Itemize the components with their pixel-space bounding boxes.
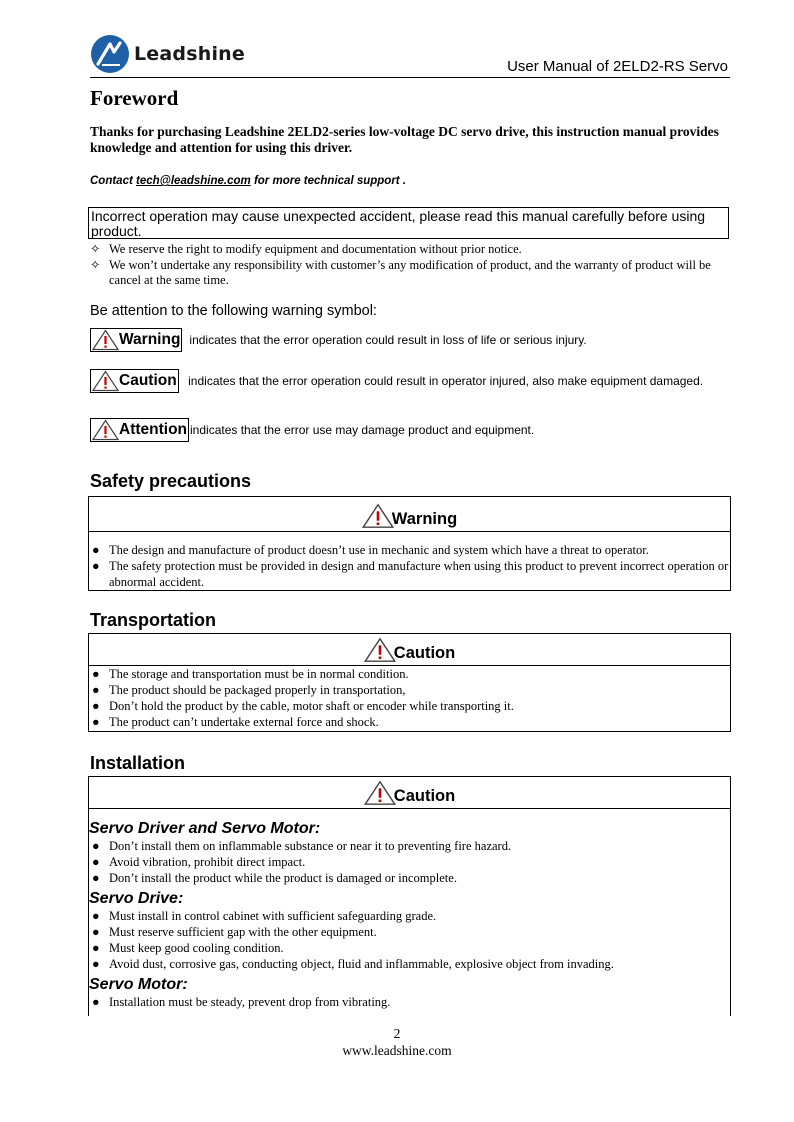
bullet-icon: ●: [92, 559, 100, 573]
transportation-caution-box: [88, 633, 731, 732]
caution-symbol-row: [90, 369, 730, 393]
warning-triangle-icon: [92, 370, 119, 392]
warning-triangle-icon: [364, 780, 396, 806]
intro-paragraph: Thanks for purchasing Leadshine 2ELD2-series low-voltage DC servo drive, this instruction manual provides knowledge and attention for using this driver.: [90, 124, 719, 155]
box-header: [89, 634, 730, 666]
install-list-driver-motor: [89, 838, 730, 886]
bullet-icon: ●: [92, 995, 100, 1009]
list-item: ● The product should be packaged properly in transportation,: [92, 683, 406, 697]
contact-suffix: for more technical support .: [250, 175, 407, 187]
manual-title: User Manual of 2ELD2-RS Servo: [507, 58, 728, 75]
list-item: ● Don’t install them on inflammable substance or near it to preventing fire hazard.: [92, 839, 512, 853]
bullet-icon: ●: [92, 909, 100, 923]
box-label: Caution: [393, 644, 456, 662]
notice-box: Incorrect operation may cause unexpected accident, please read this manual carefully before using product.: [88, 207, 729, 239]
bullet-icon: ●: [92, 683, 100, 697]
diamond-bullet-icon: ✧: [90, 242, 101, 256]
list-item: ● The product can’t undertake external force and shock.: [92, 715, 379, 729]
box-header: [89, 497, 730, 532]
box-header: [89, 777, 730, 809]
list-item: ● The safety protection must be provided in design and manufacture when using this product to prevent incorrect operation or abnormal accident.: [92, 559, 729, 589]
bullet-icon: ●: [92, 543, 100, 557]
symbol-intro: Be attention to the following warning symbol:: [90, 303, 377, 319]
attention-symbol-row: [90, 418, 534, 442]
warning-triangle-icon: [92, 419, 119, 441]
bullet-icon: ●: [92, 957, 100, 971]
bullet-icon: ●: [92, 855, 100, 869]
list-item: ● The storage and transportation must be in normal condition.: [92, 667, 409, 681]
bullet-icon: ●: [92, 699, 100, 713]
box-label: Warning: [391, 510, 458, 528]
attention-symbol: Attention: [90, 418, 189, 442]
contact-email-link[interactable]: tech@leadshine.com: [136, 175, 251, 187]
header-divider: [90, 77, 730, 78]
install-list-servo-motor: [89, 994, 730, 1010]
page-number: 2: [393, 1026, 401, 1041]
bullet-icon: ●: [92, 925, 100, 939]
bullet-icon: ●: [92, 871, 100, 885]
footer-url: www.leadshine.com: [342, 1043, 452, 1058]
section-title-installation: Installation: [90, 753, 186, 773]
install-list-servo-drive: [89, 908, 730, 972]
caution-description: indicates that the error operation could result in operator injured, also make equipment damaged.: [188, 374, 704, 389]
notes-list: [90, 242, 730, 289]
bullet-icon: ●: [92, 839, 100, 853]
subhead-servo-drive: Servo Drive:: [89, 890, 184, 907]
warning-description: indicates that the error operation could result in loss of life or serious injury.: [189, 333, 587, 347]
subhead-driver-and-motor: Servo Driver and Servo Motor:: [89, 820, 321, 837]
diamond-bullet-icon: ✧: [90, 258, 101, 272]
section-title-safety: Safety precautions: [90, 471, 252, 491]
box-label: Caution: [393, 787, 456, 805]
safety-list: [89, 542, 730, 590]
list-item: ✧ We won’t undertake any responsibility with customer’s any modification of product, and the warranty of product will be cancel at the same time.: [90, 258, 711, 287]
list-item: ● Must keep good cooling condition.: [92, 941, 284, 955]
warning-triangle-icon: [362, 503, 394, 529]
list-item: ✧ We reserve the right to modify equipment and documentation without prior notice.: [90, 242, 522, 256]
list-item: ● Must install in control cabinet with sufficient safeguarding grade.: [92, 909, 437, 923]
section-title-transportation: Transportation: [90, 610, 217, 630]
warning-symbol: Warning: [90, 328, 182, 352]
list-item: ● Avoid vibration, prohibit direct impact.: [92, 855, 306, 869]
warning-triangle-icon: [92, 329, 119, 351]
bullet-icon: ●: [92, 667, 100, 681]
leadshine-logo-icon: [90, 34, 130, 74]
list-item: ● Installation must be steady, prevent drop from vibrating.: [92, 995, 391, 1009]
installation-caution-box: [88, 776, 731, 1016]
caution-symbol: Caution: [90, 369, 179, 393]
page-title: Foreword: [90, 86, 179, 110]
subhead-servo-motor: Servo Motor:: [89, 976, 188, 993]
brand-logo: [90, 34, 245, 74]
list-item: ● The design and manufacture of product doesn’t use in mechanic and system which have a threat to operator.: [92, 543, 649, 557]
safety-warning-box: [88, 496, 731, 591]
transportation-list: [89, 666, 730, 730]
contact-line: [90, 175, 406, 187]
brand-name: Leadshine: [134, 43, 245, 65]
warning-triangle-icon: [364, 637, 396, 663]
bullet-icon: ●: [92, 941, 100, 955]
warning-symbol-row: [90, 328, 587, 352]
list-item: ● Don’t install the product while the product is damaged or incomplete.: [92, 871, 457, 885]
bullet-icon: ●: [92, 715, 100, 729]
attention-description: indicates that the error use may damage product and equipment.: [190, 423, 535, 437]
contact-prefix: Contact: [90, 175, 136, 187]
list-item: ● Don’t hold the product by the cable, motor shaft or encoder while transporting it.: [92, 699, 514, 713]
list-item: ● Must reserve sufficient gap with the other equipment.: [92, 925, 377, 939]
list-item: ● Avoid dust, corrosive gas, conducting object, fluid and inflammable, explosive object from invading.: [92, 957, 614, 971]
